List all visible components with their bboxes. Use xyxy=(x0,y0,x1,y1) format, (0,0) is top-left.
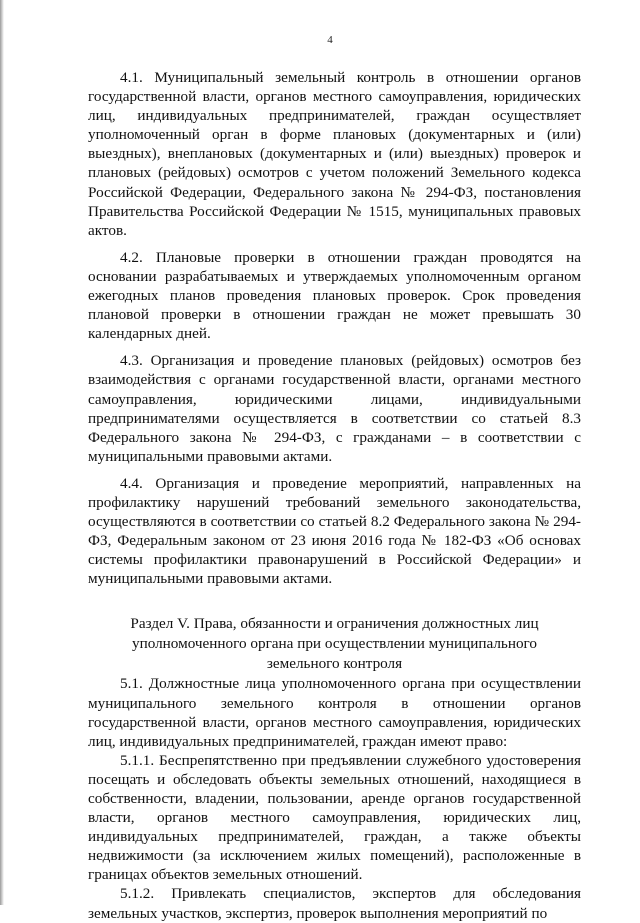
paragraph-5-1-2: 5.1.2. Привлекать специалистов, экспертов для обследования земельных участков, экспертиз, проверок выполнения мероприятий по xyxy=(88,885,581,922)
scan-edge-shadow xyxy=(0,0,4,905)
paragraph-4-1: 4.1. Муниципальный земельный контроль в отношении органов государственной власти, органов местного самоуправления, юридических лиц, индивидуальных предпринимателей, граждан осуществляет уполномоченный орган в форме плановых (документарных и (или) выездных), внеплановых (документарных и (или) выездных) проверок и плановых (рейдовых) осмотров с учетом положений Земельного кодекса Российской Федерации, Федерального закона № 294-ФЗ, постановления Правительства Российской Федерации № 1515, муниципальных правовых актов. xyxy=(88,69,581,239)
paragraph-5-1: 5.1. Должностные лица уполномоченного органа при осуществлении муниципального земельного контроля в отношении органов государственной власти, органов местного самоуправления, юридических лиц, индивидуальных предпринимателей, граждан имеют право: xyxy=(88,675,581,750)
paragraph-4-4: 4.4. Организация и проведение мероприятий, направленных на профилактику нарушений требований земельного законодательства, осуществляются в соответствии со статьей 8.2 Федерального закона № 294-ФЗ, Федеральным законом от 23 июня 2016 года № 182-ФЗ «Об основах системы профилактики правонарушений в Российской Федерации» и муниципальными правовыми актами. xyxy=(88,474,581,588)
document-body xyxy=(88,68,581,923)
section-heading: Раздел V. Права, обязанности и ограничения должностных лиц уполномоченного органа при осуществлении муниципального земельного контроля xyxy=(130,615,539,673)
paragraph-4-2: 4.2. Плановые проверки в отношении граждан проводятся на основании разрабатываемых и утверждаемых уполномоченным органом ежегодных планов проведения плановых проверок. Срок проведения плановой проверки в отношении граждан не может превышать 30 календарных дней. xyxy=(88,248,581,343)
paragraph-4-3: 4.3. Организация и проведение плановых (рейдовых) осмотров без взаимодействия с органами государственной власти, органами местного самоуправления, юридическими лицами, индивидуальными предпринимателями осуществляется в соответствии со статьей 8.3 Федерального закона № 294-ФЗ, с гражданами – в соответствии с муниципальными правовыми актами. xyxy=(88,352,581,465)
page-number: 4 xyxy=(327,34,333,46)
paragraph-5-1-1: 5.1.1. Беспрепятственно при предъявлении служебного удостоверения посещать и обследовать объекты земельных отношений, находящиеся в собственности, владении, пользовании, аренде органов государственной власти, органов местного самоуправления, юридических лиц, индивидуальных предпринимателей, граждан, а также объекты недвижимости (за исключением жилых помещений), расположенные в границах объектов земельных отношений. xyxy=(88,751,581,884)
